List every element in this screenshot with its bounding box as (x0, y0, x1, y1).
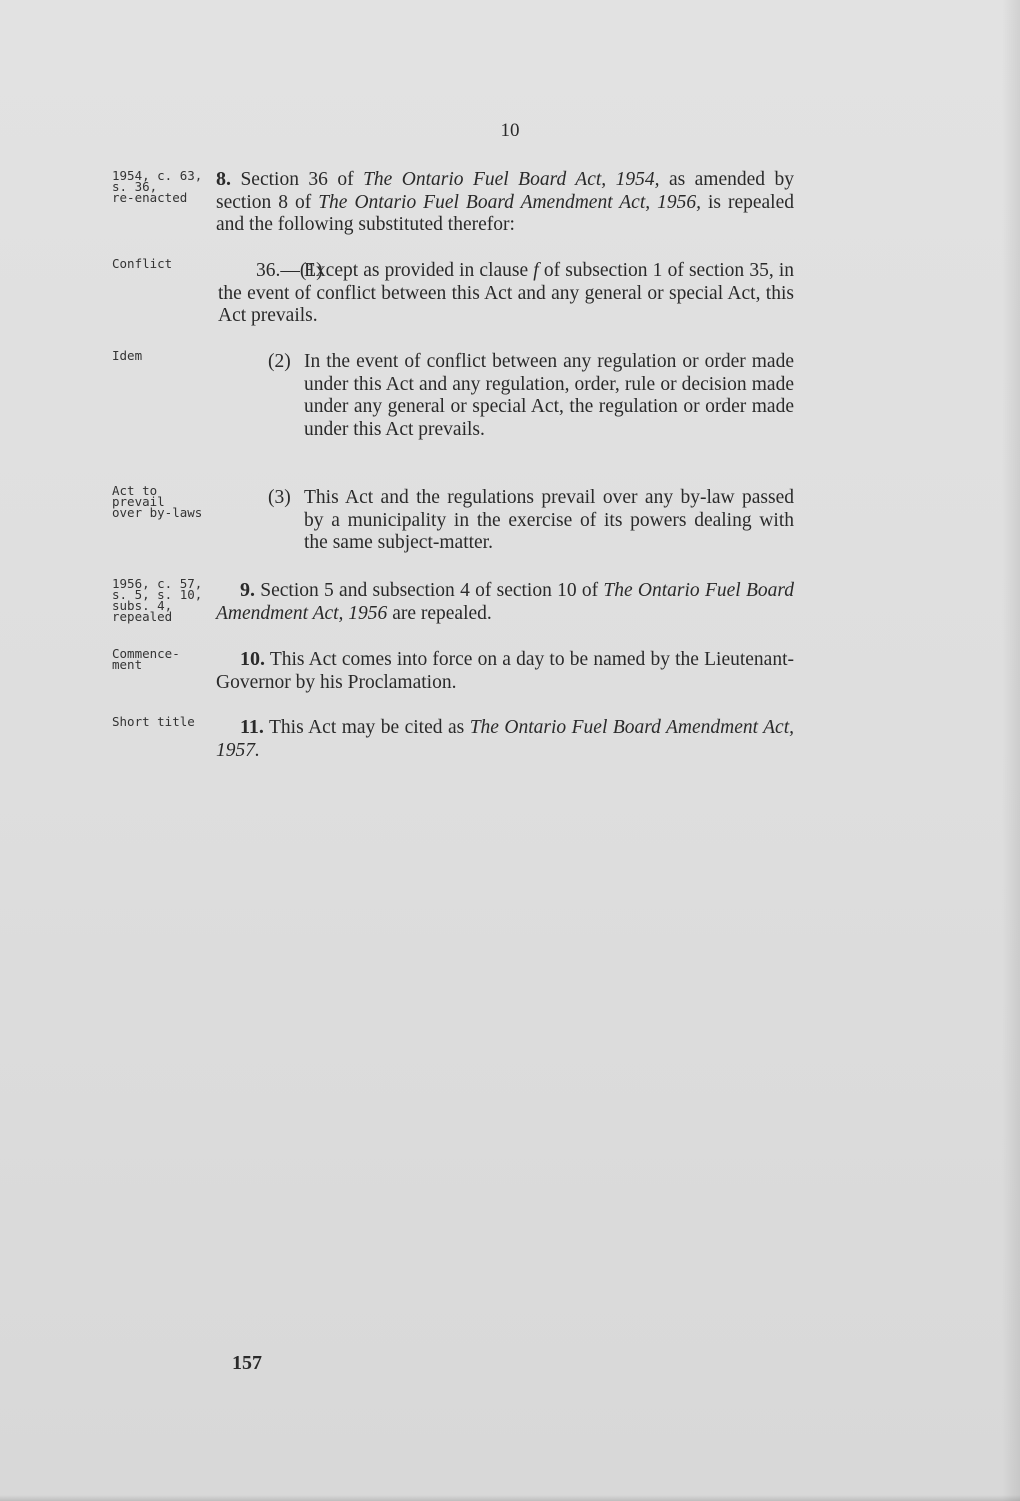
subsection-1-label: 36.—(1) (256, 260, 323, 281)
page-number: 10 (500, 120, 520, 141)
margin-note-s8: 1954, c. 63, s. 36, re-enacted (112, 168, 203, 205)
margin-note-short-title: Short title (112, 714, 195, 729)
subsection-3: This Act and the regulations prevail over any by-law passed by a municipality in the exercise of its powers dealing with the same subject-matter. (304, 487, 794, 554)
page-edge-shadow (1002, 0, 1020, 1501)
subsection-2-label: (2) (268, 351, 291, 372)
section-11: 11. This Act may be cited as The Ontario Fuel Board Amendment Act, 1957. (216, 716, 794, 761)
section-10: 10. This Act comes into force on a day to be named by the Lieutenant-Governor by his Proclamation. (216, 648, 794, 693)
section-9: 9. Section 5 and subsection 4 of section 10 of The Ontario Fuel Board Amendment Act, 1956 are repealed. (216, 579, 794, 624)
margin-note-conflict: Conflict (112, 256, 173, 271)
subsection-3-label: (3) (268, 487, 291, 508)
margin-note-s9: 1956, c. 57, s. 5, s. 10, subs. 4, repealed (112, 576, 203, 624)
margin-note-bylaws: Act to prevail over by-laws (112, 483, 203, 520)
bill-folio-number: 157 (232, 1352, 262, 1374)
section-8: 8. Section 36 of The Ontario Fuel Board Act, 1954, as amended by section 8 of The Ontario Fuel Board Amendment Act, 1956, is repealed and the following substituted therefor: (216, 168, 794, 236)
margin-note-idem: Idem (112, 348, 143, 363)
subsection-1: Except as provided in clause f of subsection 1 of section 35, in the event of conflict between this Act and any general or special Act, this Act prevails. (218, 260, 794, 327)
margin-note-commencement: Commence- ment (112, 646, 180, 672)
subsection-2: In the event of conflict between any regulation or order made under this Act and any regulation, order, rule or decision made under any general or special Act, the regulation or order made under this Act prevails. (304, 351, 794, 440)
page-bottom-shadow (0, 1495, 1020, 1501)
